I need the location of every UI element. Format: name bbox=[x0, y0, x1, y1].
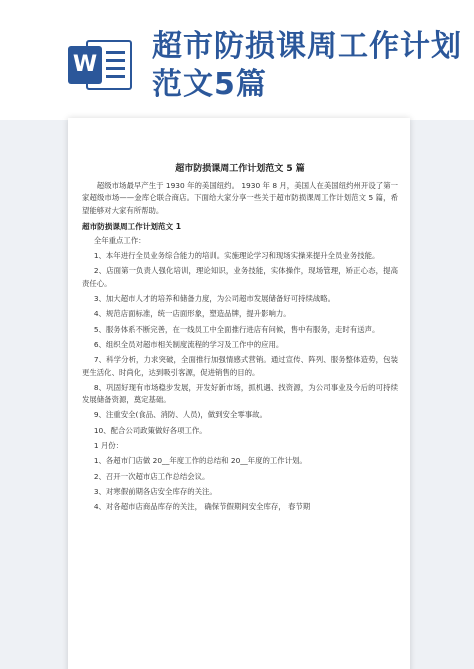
month-list-item: 3、对寒假前期各店安全库存的关注。 bbox=[93, 486, 217, 496]
list-item: 2、店面第一负责人强化培训，理论知识，业务技能，实体操作，现场管理，矫正心态，提高责任心。 bbox=[82, 266, 398, 288]
document-page bbox=[68, 118, 410, 669]
list-item: 9、注重安全(食品、消防、人员)，做到安全零事故。 bbox=[93, 410, 267, 420]
word-doc-icon-letter: W bbox=[68, 46, 102, 84]
word-doc-icon bbox=[68, 40, 132, 90]
word-doc-icon-line bbox=[106, 51, 125, 54]
list-item: 7、科学分析，力求突破，全面推行加强情感式营销。通过宣传、阵列、服务整体造势，包装更生活化、时尚化，达到吸引客源，促进销售的目的。 bbox=[82, 355, 398, 377]
year-focus-label: 全年重点工作： bbox=[93, 235, 146, 245]
list-item: 4、规范店面标准，统一店面形象，塑造品牌，提升影响力。 bbox=[93, 309, 291, 319]
word-doc-icon-line bbox=[106, 75, 125, 78]
banner-title: 超市防损课周工作计划范文5篇 bbox=[152, 29, 462, 102]
list-item: 3、加大超市人才的培养和储备力度，为公司超市发展储备好可持续战略。 bbox=[93, 294, 336, 304]
list-item: 5、服务体系不断完善，在一线员工中全面推行进店有问候，售中有服务，走时有送声。 bbox=[93, 324, 380, 334]
list-item: 8、巩固好现有市场稳步发展，开发好新市场，抓机遇、找资源，为公司事业及今后的可持续发展储备资源，奠定基础。 bbox=[82, 382, 398, 405]
document-title: 超市防损课周工作计划范文 5 篇 bbox=[175, 164, 305, 174]
month-list-item: 4、对各超市店商品库存的关注， 确保节假期间安全库存， 春节期 bbox=[93, 502, 311, 512]
section-heading: 超市防损课周工作计划范文 1 bbox=[82, 221, 182, 231]
list-item: 6、组织全员对超市相关制度流程的学习及工作中的应用。 bbox=[93, 339, 284, 349]
month-label: 1 月份： bbox=[93, 441, 124, 451]
month-list-item: 2、召开一次超市店工作总结会议。 bbox=[93, 471, 210, 481]
month-list-item: 1、各超市门店做 20__年度工作的总结和 20__年度的工作计划。 bbox=[93, 456, 307, 466]
word-doc-icon-line bbox=[106, 67, 125, 70]
word-doc-icon-line bbox=[106, 59, 125, 62]
title-banner bbox=[0, 0, 474, 120]
intro-paragraph: 超级市场最早产生于 1930 年的美国纽约。 1930 年 8 月，美国人在美国纽约州开设了第一家超级市场——金库仑联合商店。下面给大家分享一些关于超市防损课周工作计划范文 5 篇，希望能够对大家有所帮助。 bbox=[82, 181, 398, 215]
list-item: 10、配合公司政策做好各项工作。 bbox=[93, 425, 207, 435]
list-item: 1、本年进行全员业务综合能力的培训。实施理论学习和现场实操来提升全员业务技能。 bbox=[93, 251, 380, 261]
